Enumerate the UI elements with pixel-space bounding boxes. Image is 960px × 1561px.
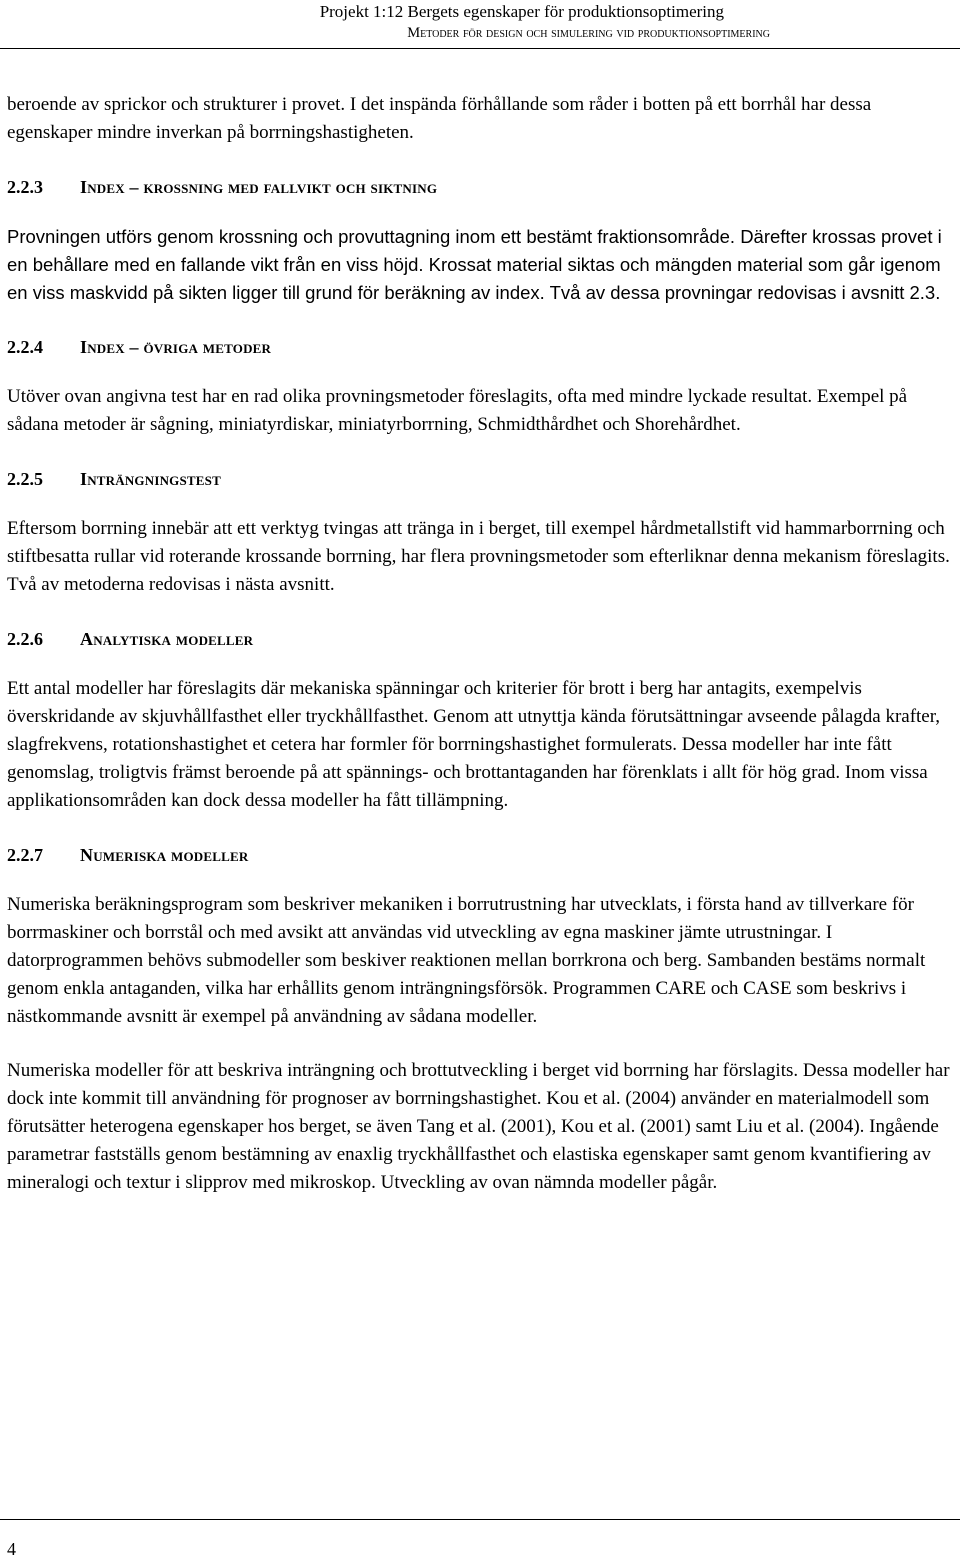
section-title: Analytiska modeller xyxy=(80,629,254,649)
section-2-2-7-paragraph-1: Numeriska beräkningsprogram som beskriver mekaniken i borrutrustning har utvecklats, i första hand av tillverkare för borrmaskiner och borrstål och med avsikt att användas vid utveckling av egna maskiner jämte utrustningar. I datorprogrammen behövs submodeller som beskiver reaktionen mellan borrkrona och berg. Sambanden bestäms normalt genom enkla antaganden, vilka har erhållits genom inträngningsförsök. Programmen CARE och CASE som beskrivs i nästkommande avsnitt är exempel på användning av sådana modeller. xyxy=(7,894,926,1027)
document-body xyxy=(7,91,955,1197)
section-title: Index – krossning med fallvikt och siktning xyxy=(80,177,438,197)
section-heading-2-2-7 xyxy=(7,841,955,869)
section-heading-2-2-3 xyxy=(7,173,955,201)
section-number: 2.2.3 xyxy=(7,177,43,197)
section-title: Index – övriga metoder xyxy=(80,337,272,357)
page-header xyxy=(0,0,960,49)
section-heading-2-2-4 xyxy=(7,333,955,361)
page-number: 4 xyxy=(7,1539,16,1559)
section-2-2-6-paragraph: Ett antal modeller har föreslagits där mekaniska spänningar och kriterier för brott i berg har antagits, exempelvis överskridande av skjuvhållfasthet eller tryckhållfasthet. Genom att utnyttja kända förutsättningar avseende pålagda krafter, slagfrekvens, rotationshastighet et cetera har formler för borrningshastighet formulerats. Dessa modeller har inte fått genomslag, troligtvis främst beroende på att spännings- och brottantaganden har förenklats i allt för hög grad. Inom vissa applikationsområden kan dock dessa modeller ha fått tillämpning. xyxy=(7,678,941,811)
section-2-2-7-paragraph-2: Numeriska modeller för att beskriva inträngning och brottutveckling i berget vid borrning har förslagits. Dessa modeller har dock inte kommit till användning för prognoser av borrningshastighet. Kou et al. (2004) använder en materialmodell som förutsätter heterogena egenskaper hos berget, se även Tang et al. (2001), Kou et al. (2001) samt Liu et al. (2004). Ingående parametrar fastställs genom bestämning av enaxlig tryckhållfasthet och elastiska egenskaper samt genom kvantifiering av mineralogi och textur i slipprov med mikroskop. Utveckling av ovan nämnda modeller pågår. xyxy=(7,1060,950,1193)
section-heading-2-2-5 xyxy=(7,465,955,493)
section-title: Inträngningstest xyxy=(80,469,221,489)
section-heading-2-2-6 xyxy=(7,625,955,653)
section-number: 2.2.4 xyxy=(7,337,43,357)
header-subtitle-line: Metoder för design och simulering vid produktionsoptimering xyxy=(407,25,770,41)
section-2-2-5-paragraph: Eftersom borrning innebär att ett verktyg tvingas att tränga in i berget, till exempel hårdmetallstift vid hammarborrning och stiftbesatta rullar vid roterande krossande borrning, har flera provningsmetoder som efterliknar denna mekanism föreslagits. Två av metoderna redovisas i nästa avsnitt. xyxy=(7,518,950,595)
intro-paragraph: beroende av sprickor och strukturer i provet. I det inspända förhållande som råder i botten på ett borrhål har dessa egenskaper mindre inverkan på borrningshastigheten. xyxy=(7,94,872,143)
section-2-2-4-paragraph: Utöver ovan angivna test har en rad olika provningsmetoder föreslagits, ofta med mindre lyckade resultat. Exempel på sådana metoder är sågning, miniatyrdiskar, miniatyrborrning, Schmidthårdhet och Shorehårdhet. xyxy=(7,386,908,435)
section-number: 2.2.5 xyxy=(7,469,43,489)
header-project-line: Projekt 1:12 Bergets egenskaper för produktionsoptimering xyxy=(319,2,724,21)
section-title: Numeriska modeller xyxy=(80,845,249,865)
section-number: 2.2.6 xyxy=(7,629,43,649)
section-number: 2.2.7 xyxy=(7,845,43,865)
footer-divider xyxy=(0,1519,960,1520)
section-2-2-3-paragraph: Provningen utförs genom krossning och provuttagning inom ett bestämt fraktionsområde. Därefter krossas provet i en behållare med en fallande vikt från en viss höjd. Krossat material siktas och mängden material som går igenom en viss maskvidd på sikten ligger till grund för beräkning av index. Två av dessa provningar redovisas i avsnitt 2.3. xyxy=(7,226,942,303)
